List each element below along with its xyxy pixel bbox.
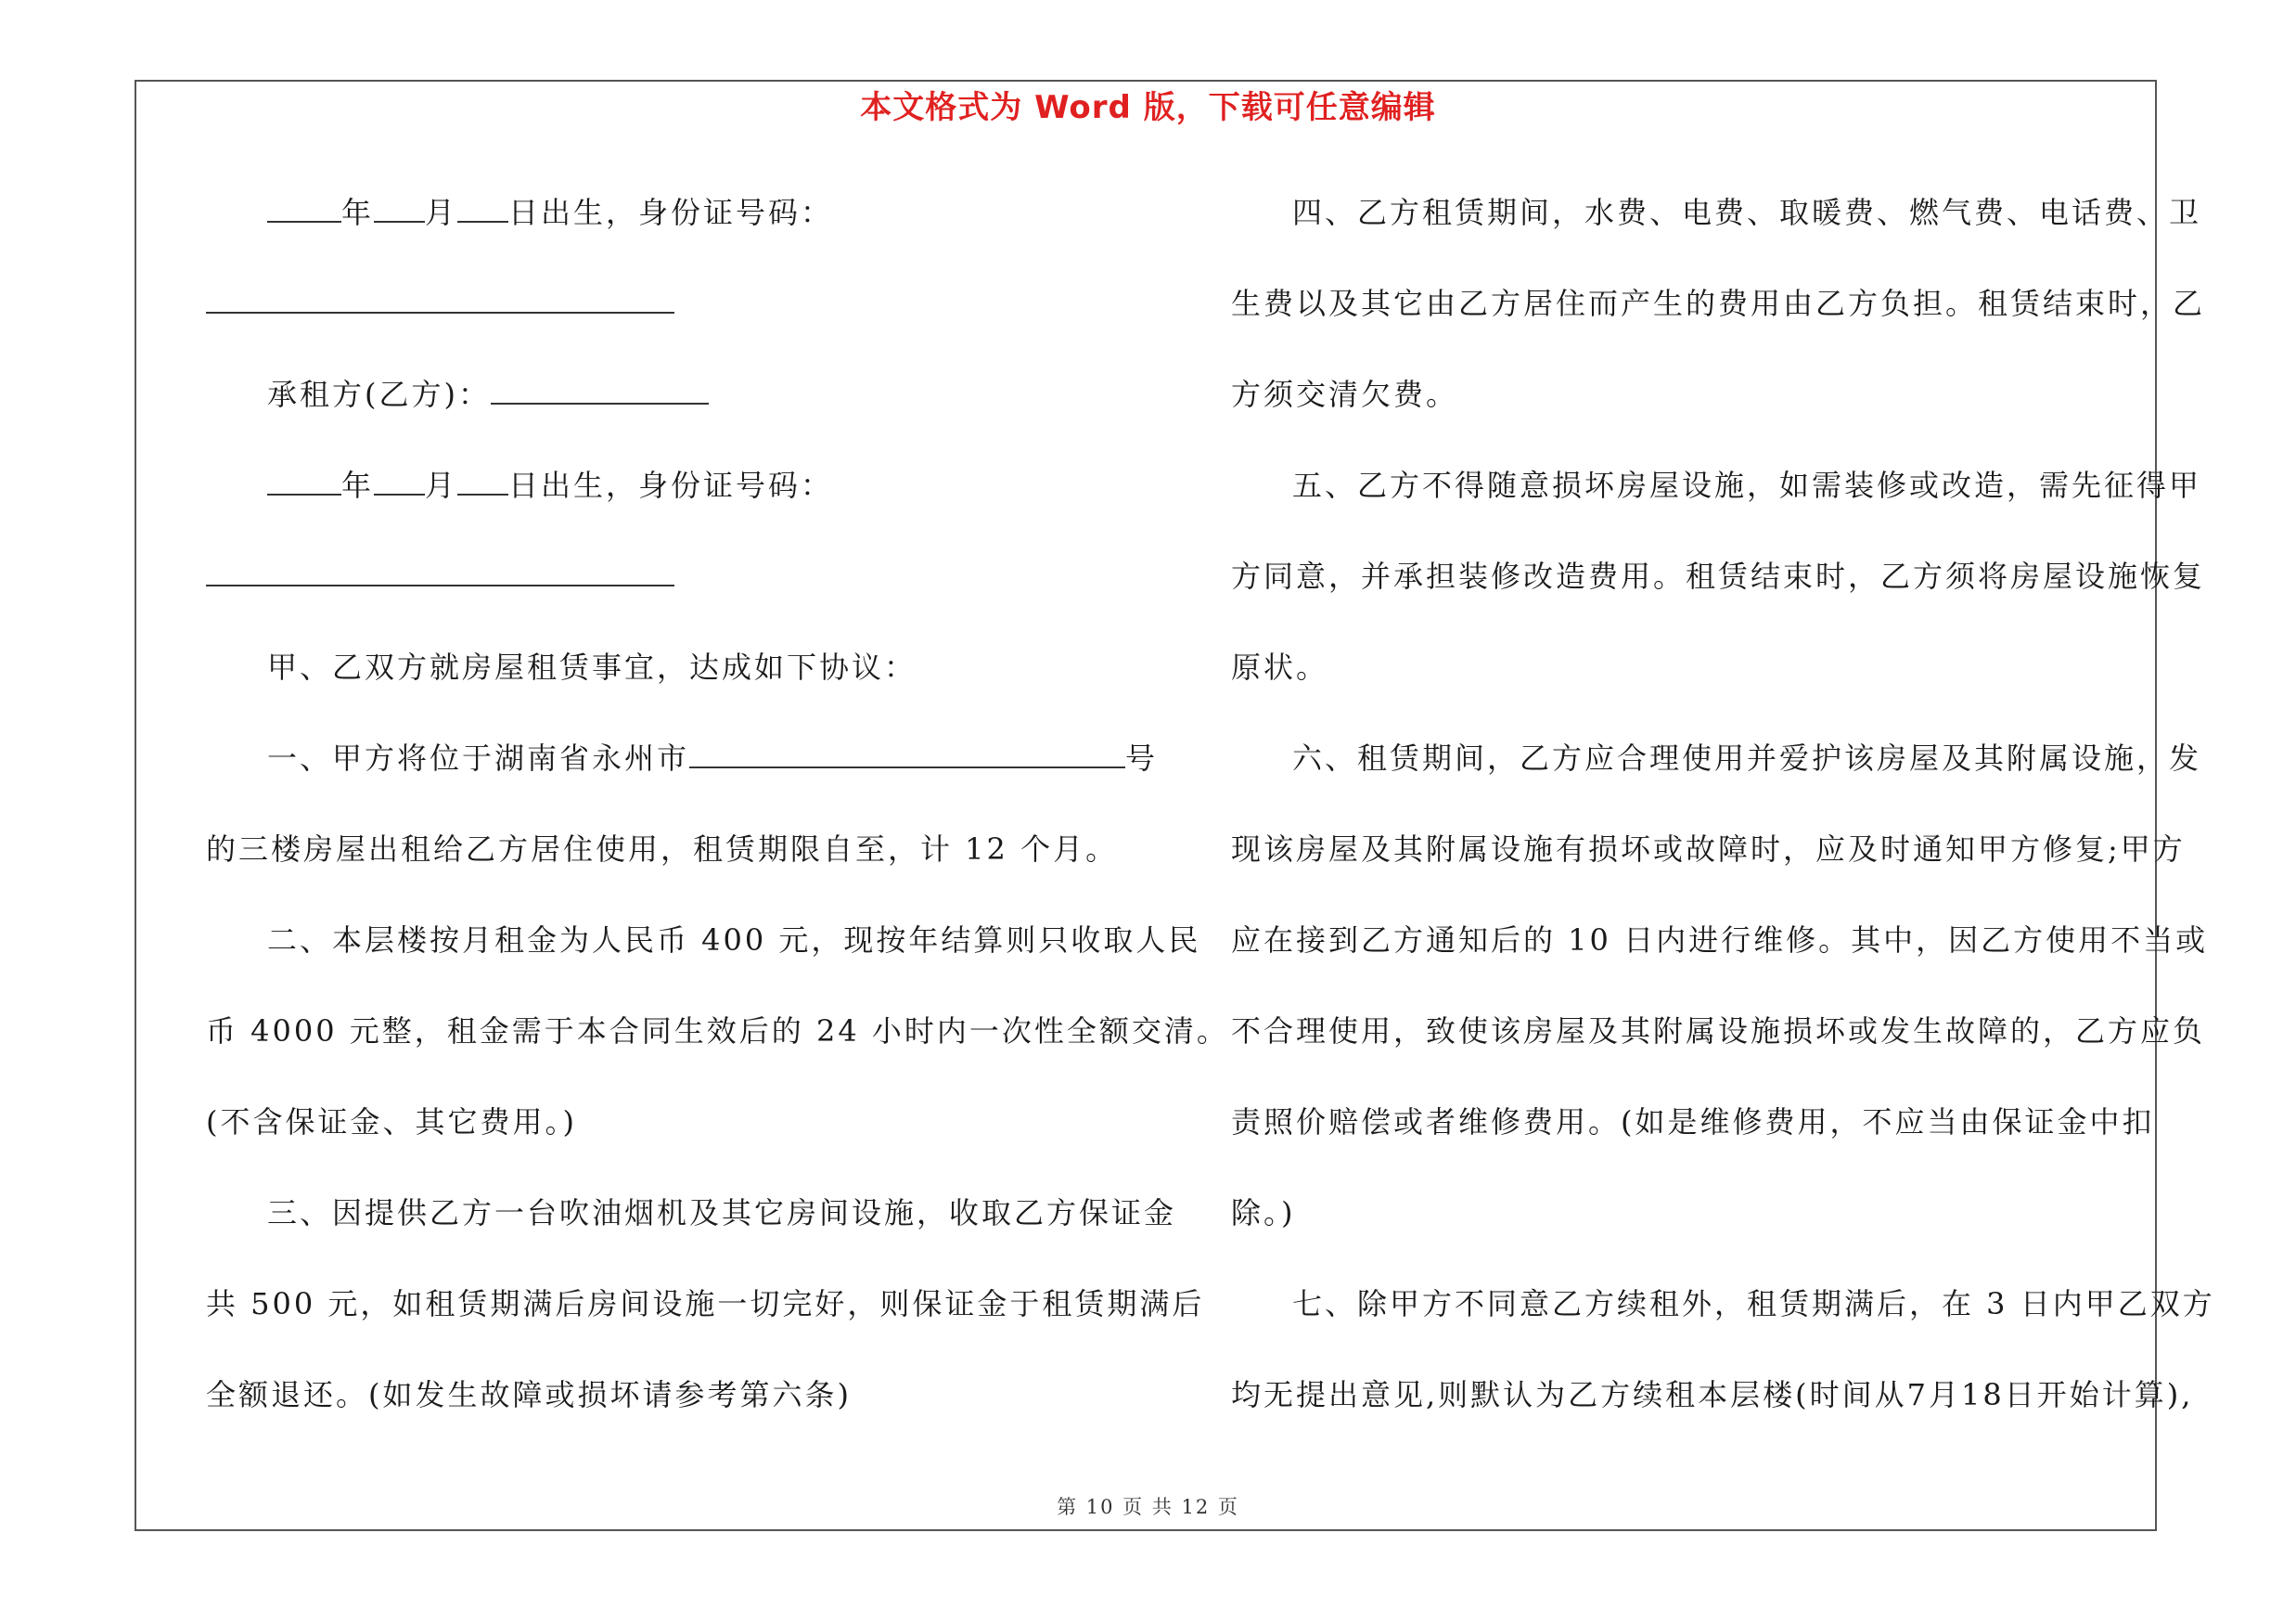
year-blank [267, 197, 341, 223]
clause-6-line-6: 除。) [1231, 1195, 1296, 1230]
year-label: 年 [341, 195, 375, 230]
id-number-line-tenant [206, 531, 1143, 622]
tenant-name-blank [491, 379, 709, 405]
agreement-intro: 甲、乙双方就房屋租赁事宜，达成如下协议： [267, 650, 917, 685]
clause-1-text: 一、甲方将位于湖南省永州市 [267, 741, 690, 776]
day-label: 日出生，身份证号码： [508, 468, 834, 503]
clause-3-line-3: 全额退还。(如发生故障或损坏请参考第六条) [206, 1377, 852, 1412]
clause-6-line-1: 六、租赁期间，乙方应合理使用并爱护该房屋及其附属设施，发 [1292, 741, 2202, 776]
clause-2-line-2: 币 4000 元整，租金需于本合同生效后的 24 小时内一次性全额交清。 [206, 1013, 1229, 1049]
id-number-blank [206, 560, 674, 586]
right-column [1231, 167, 2215, 1440]
day-blank [457, 470, 508, 496]
clause-7-line-2: 均无提出意见,则默认为乙方续租本层楼(时间从7月18日开始计算), [1231, 1377, 2194, 1412]
id-number-line-lessor [206, 258, 1143, 349]
month-label: 月 [425, 195, 458, 230]
year-label: 年 [341, 468, 375, 503]
format-banner: 本文格式为 Word 版，下载可任意编辑 [860, 89, 1436, 126]
clause-6-line-4: 不合理使用，致使该房屋及其附属设施损坏或发生故障的，乙方应负 [1231, 1013, 2206, 1049]
clause-1-line-1 [206, 713, 1159, 804]
clause-5-line-3: 原状。 [1231, 650, 1329, 685]
year-blank [267, 470, 341, 496]
clause-4-line-3: 方须交清欠费。 [1231, 377, 1459, 412]
left-column [206, 167, 1229, 1440]
day-blank [457, 197, 508, 223]
clause-6-line-5: 责照价赔偿或者维修费用。(如是维修费用，不应当由保证金中扣 [1231, 1104, 2155, 1140]
tenant-label: 承租方(乙方)： [267, 377, 491, 412]
day-label: 日出生，身份证号码： [508, 195, 834, 230]
address-blank [689, 742, 1125, 768]
page-number: 第 10 页 共 12 页 [1057, 1496, 1239, 1518]
month-blank [374, 197, 425, 223]
clause-5-line-2: 方同意，并承担装修改造费用。租赁结束时，乙方须将房屋设施恢复 [1231, 559, 2206, 594]
clause-4-line-2: 生费以及其它由乙方居住而产生的费用由乙方负担。租赁结束时，乙 [1231, 286, 2206, 321]
clause-1-end: 号 [1125, 741, 1159, 776]
clause-6-line-3: 应在接到乙方通知后的 10 日内进行维修。其中，因乙方使用不当或 [1231, 922, 2209, 958]
clause-5-line-1: 五、乙方不得随意损坏房屋设施，如需装修或改造，需先征得甲 [1292, 468, 2202, 503]
clause-6-line-2: 现该房屋及其附属设施有损坏或故障时，应及时通知甲方修复;甲方 [1231, 831, 2186, 867]
clause-3-line-1: 三、因提供乙方一台吹油烟机及其它房间设施，收取乙方保证金 [267, 1195, 1177, 1230]
clause-3-line-2: 共 500 元，如租赁期满后房间设施一切完好，则保证金于租赁期满后 [206, 1286, 1205, 1321]
clause-7-line-1: 七、除甲方不同意乙方续租外，租赁期满后，在 3 日内甲乙双方 [1292, 1286, 2215, 1321]
birth-line-lessor [206, 167, 1143, 258]
clause-1-line-2: 的三楼房屋出租给乙方居住使用，租赁期限自至，计 12 个月。 [206, 831, 1119, 867]
birth-line-tenant [206, 440, 1143, 531]
id-number-blank [206, 288, 674, 314]
clause-4-line-1: 四、乙方租赁期间，水费、电费、取暖费、燃气费、电话费、卫 [1292, 195, 2202, 230]
clause-2-line-3: (不含保证金、其它费用。) [206, 1104, 577, 1140]
month-label: 月 [425, 468, 458, 503]
clause-2-line-1: 二、本层楼按月租金为人民币 400 元，现按年结算则只收取人民 [267, 922, 1201, 958]
tenant-line [206, 349, 1143, 440]
month-blank [374, 470, 425, 496]
